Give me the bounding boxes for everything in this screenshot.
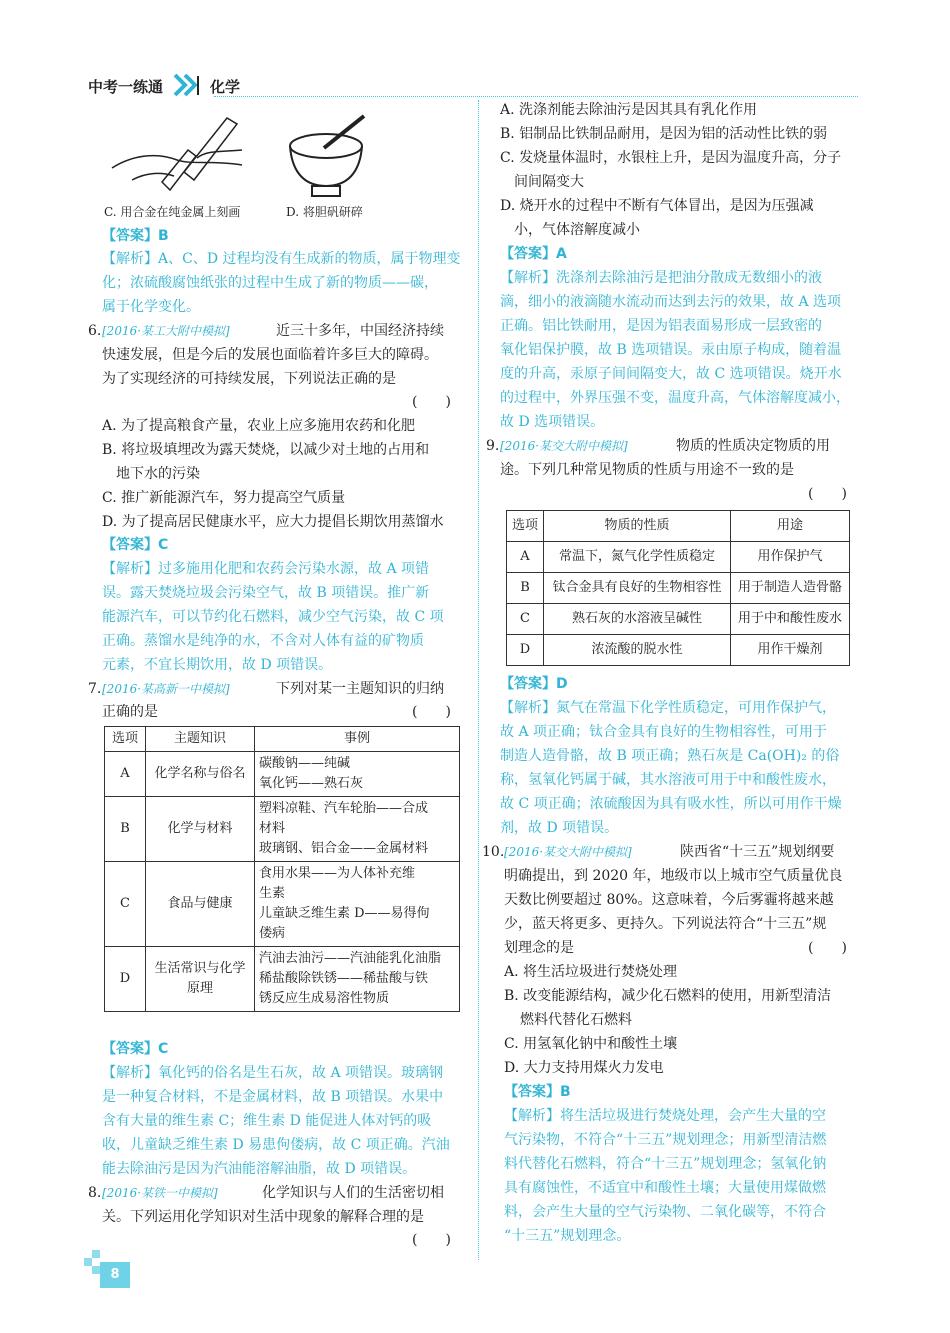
q7-table	[104, 726, 460, 1012]
q9-explanation-line: 故 C 项正确；浓硫酸因为具有吸水性，所以可用作干燥	[500, 796, 842, 812]
q10-explanation-line: 【解析】将生活垃圾进行焚烧处理，会产生大量的空	[504, 1108, 826, 1124]
q10-explanation-line: “十三五”规划理念。	[504, 1228, 631, 1244]
q6-option: D. 为了提高居民健康水平，应大力提倡长期饮用蒸馏水	[102, 514, 444, 530]
q10-answer: 【答案】B	[504, 1084, 571, 1100]
table-cell: 用于制造人造骨骼	[731, 573, 850, 604]
q6-explanation-line: 正确。蒸馏水是纯净的水，不含对人体有益的矿物质	[102, 633, 424, 649]
q6-answer-blank: ( )	[412, 394, 451, 410]
q6-option: A. 为了提高粮食产量，农业上应多施用农药和化肥	[102, 418, 416, 434]
q8-option: C. 发烧量体温时，水银柱上升，是因为温度升高，分子	[500, 150, 842, 166]
q6-stem-line: 为了实现经济的可持续发展，下列说法正确的是	[102, 371, 396, 387]
cell-line: 偻病	[259, 926, 286, 941]
q6-explanation-line: 【解析】过多施用化肥和农药会污染水源，故 A 项错	[102, 561, 430, 577]
table-cell	[255, 862, 460, 947]
q8-option: B. 铝制品比铁制品耐用，是因为铝的活动性比铁的弱	[500, 126, 828, 142]
cell-line: 玻璃钢、铝合金——金属材料	[259, 841, 429, 856]
decor-square	[92, 1266, 100, 1274]
q7-number: 7.	[88, 681, 102, 697]
table-cell: 化学名称与俗名	[146, 752, 255, 797]
cell-line: 氧化钙——熟石灰	[259, 776, 364, 791]
cell-line: 锈反应生成易溶性物质	[259, 991, 390, 1006]
q9-source: [2016·某交大附中模拟]	[500, 439, 628, 453]
cell-line: 碳酸钠——纯碱	[259, 756, 351, 771]
table-cell	[255, 797, 460, 862]
q10-option: D. 大力支持用煤火力发电	[504, 1060, 664, 1076]
table-cell: 生活常识与化学原理	[146, 947, 255, 1012]
q6-explanation-line: 误。露天焚烧垃圾会污染空气，故 B 项错误。推广新	[102, 585, 430, 601]
table-cell: 化学与材料	[146, 797, 255, 862]
q7-answer: 【答案】C	[102, 1041, 169, 1057]
q6-explanation-line: 元素，不宜长期饮用，故 D 项错误。	[102, 657, 333, 673]
table-cell	[255, 947, 460, 1012]
table-row	[507, 542, 850, 573]
table-header: 用途	[731, 511, 850, 542]
cell-line: 食用水果——为人体补充维	[259, 866, 416, 881]
q9-answer-blank: ( )	[808, 486, 847, 502]
table-header: 选项	[105, 727, 146, 752]
table-row	[105, 947, 460, 1012]
table-cell: 用作保护气	[731, 542, 850, 573]
q10-stem-line: 明确提出，到 2020 年，地级市以上城市空气质量优良	[504, 868, 843, 884]
q6-option: 地下水的污染	[116, 466, 200, 482]
table-cell: A	[105, 752, 146, 797]
q9-explanation-line: 剂，故 D 项错误。	[500, 820, 619, 836]
table-row	[507, 573, 850, 604]
q7-answer-blank: ( )	[412, 704, 451, 720]
subject-label: 化学	[210, 78, 241, 96]
q8-stem-line: 关。下列运用化学知识对生活中现象的解释合理的是	[102, 1209, 424, 1225]
table-cell: D	[105, 947, 146, 1012]
page-number: 8	[100, 1262, 130, 1288]
cell-line: 汽油去油污——汽油能乳化油脂	[259, 951, 442, 966]
q10-stem-line: 少，蓝天将更多、更持久。下列说法符合“十三五”规	[504, 916, 827, 932]
q7-explanation-line: 【解析】氧化钙的俗名是生石灰，故 A 项错误。玻璃钢	[102, 1065, 444, 1081]
q6-option: B. 将垃圾填埋改为露天焚烧，以减少对土地的占用和	[102, 442, 430, 458]
q10-stem-line: 划理念的是	[504, 940, 574, 956]
table-cell: B	[105, 797, 146, 862]
q8-explanation-line: 正确。铝比铁耐用，是因为铝表面易形成一层致密的	[500, 318, 822, 334]
cell-line: 生素	[259, 886, 286, 901]
q5-explanation-line: 【解析】A、C、D 过程均没有生成新的物质，属于物理变	[102, 251, 461, 267]
table-cell: 食品与健康	[146, 862, 255, 947]
q6-explanation-line: 能源汽车，可以节约化石燃料，减少空气污染，故 C 项	[102, 609, 444, 625]
table-cell: 钛合金具有良好的生物相容性	[544, 573, 731, 604]
q9-number: 9.	[486, 438, 500, 454]
q10-option: 燃料代替化石燃料	[520, 1012, 632, 1028]
table-cell: C	[507, 604, 544, 635]
q8-explanation-line: 滴，细小的液滴随水流动而达到去污的效果，故 A 选项	[500, 294, 842, 310]
q7-stem-line: 下列对某一主题知识的归纳	[276, 681, 444, 697]
q7-explanation-line: 收，儿童缺乏维生素 D 易患佝偻病，故 C 项正确。汽油	[102, 1137, 450, 1153]
table-row	[105, 752, 460, 797]
q9-explanation-line: 【解析】氮气在常温下化学性质稳定，可用作保护气，	[500, 700, 836, 716]
q10-explanation-line: 料代替化石燃料，符合“十三五”规划理念；氢氧化钠	[504, 1156, 827, 1172]
table-header: 物质的性质	[544, 511, 731, 542]
q9-stem-line: 途。下列几种常见物质的性质与用途不一致的是	[500, 462, 794, 478]
q8-explanation-line: 故 D 选项错误。	[500, 414, 605, 430]
q7-explanation-line: 含有大量的维生素 C；维生素 D 能促进人体对钙的吸	[102, 1113, 432, 1129]
table-row	[507, 635, 850, 666]
q8-option: A. 洗涤剂能去除油污是因其具有乳化作用	[500, 102, 758, 118]
table-header-row	[507, 511, 850, 542]
q9-stem-line: 物质的性质决定物质的用	[676, 438, 830, 454]
q6-answer: 【答案】C	[102, 537, 169, 553]
q6-source: [2016·某工大附中模拟]	[102, 324, 230, 338]
decor-square	[92, 1250, 100, 1258]
table-row	[105, 862, 460, 947]
q7-source: [2016·某高新一中模拟]	[102, 682, 230, 696]
table-header: 事例	[255, 727, 460, 752]
q7-explanation-line: 能去除油污是因为汽油能溶解油脂，故 D 项错误。	[102, 1161, 417, 1177]
table-cell: B	[507, 573, 544, 604]
q9-answer: 【答案】D	[500, 676, 568, 692]
q10-option: A. 将生活垃圾进行焚烧处理	[504, 964, 678, 980]
table-cell: 用于中和酸性废水	[731, 604, 850, 635]
table-cell: A	[507, 542, 544, 573]
cell-line: 儿童缺乏维生素 D——易得佝	[259, 906, 430, 921]
page-header	[86, 76, 858, 98]
q7-explanation-line: 是一种复合材料，不是金属材料，故 B 项错误。水果中	[102, 1089, 444, 1105]
table-header-row	[105, 727, 460, 752]
cell-line: 材料	[259, 821, 286, 836]
q5-explanation-line: 属于化学变化。	[102, 299, 200, 315]
q8-explanation-line: 氧化铝保护膜，故 B 选项错误。汞由原子构成，随着温	[500, 342, 842, 358]
q8-number: 8.	[88, 1185, 102, 1201]
q8-answer: 【答案】A	[500, 246, 567, 262]
q9-explanation-line: 制造人造骨骼，故 B 项正确；熟石灰是 Ca(OH)₂ 的俗	[500, 748, 840, 764]
table-header: 选项	[507, 511, 544, 542]
table-row	[105, 797, 460, 862]
q10-option: C. 用氢氧化钠中和酸性土壤	[504, 1036, 678, 1052]
q10-source: [2016·某交大附中模拟]	[504, 845, 632, 859]
q10-answer-blank: ( )	[808, 940, 847, 956]
table-cell: 用作干燥剂	[731, 635, 850, 666]
decor-square	[84, 1258, 92, 1266]
q6-stem-line: 快速发展，但是今后的发展也面临着许多巨大的障碍。	[102, 347, 438, 363]
q10-explanation-line: 气污染物，不符合“十三五”规划理念；用新型清洁燃	[504, 1132, 827, 1148]
q8-source: [2016·某铁一中模拟]	[102, 1186, 218, 1200]
q8-option: 小，气体溶解度减小	[514, 222, 640, 238]
q8-explanation-line: 【解析】洗涤剂去除油污是把油分散成无数细小的液	[500, 270, 822, 286]
q8-option: D. 烧开水的过程中不断有气体冒出，是因为压强减	[500, 198, 814, 214]
q10-option: B. 改变能源结构，减少化石燃料的使用，用新型清洁	[504, 988, 832, 1004]
q8-answer-blank: ( )	[412, 1232, 451, 1248]
table-cell	[255, 752, 460, 797]
q10-stem-line: 天数比例要超过 80%。这意味着，今后雾霾将越来越	[504, 892, 834, 908]
table-cell: C	[105, 862, 146, 947]
table-cell: 熟石灰的水溶液呈碱性	[544, 604, 731, 635]
q8-stem-line: 化学知识与人们的生活密切相	[262, 1185, 444, 1201]
figure-caption-d: D. 将胆矾研碎	[286, 205, 363, 219]
table-cell: 浓流酸的脱水性	[544, 635, 731, 666]
q5-answer: 【答案】B	[102, 228, 169, 244]
q9-explanation-line: 称，氢氧化钙属于碱，其水溶液可用于中和酸性废水，	[500, 772, 836, 788]
q8-explanation-line: 度的升高，汞原子间间隔变大，故 C 选项错误。烧开水	[500, 366, 842, 382]
column-separator	[478, 100, 479, 1260]
table-cell: D	[507, 635, 544, 666]
figure-caption-c: C. 用合金在纯金属上刻画	[104, 205, 241, 219]
q10-stem-line: 陕西省“十三五”规划纲要	[680, 844, 835, 860]
table-row	[507, 604, 850, 635]
q9-table	[506, 510, 850, 666]
q5-explanation-line: 化；浓硫酸腐蚀纸张的过程中生成了新的物质——碳，	[102, 275, 438, 291]
table-header: 主题知识	[146, 727, 255, 752]
q6-number: 6.	[88, 323, 102, 339]
hand-scratching-metal-figure	[102, 110, 252, 200]
table-cell: 常温下，氮气化学性质稳定	[544, 542, 731, 573]
q10-number: 10.	[482, 844, 505, 860]
q6-option: C. 推广新能源汽车，努力提高空气质量	[102, 490, 346, 506]
book-brand: 中考一练通	[88, 78, 164, 96]
q9-explanation-line: 故 A 项正确；钛合金具有良好的生物相容性，可用于	[500, 724, 828, 740]
q8-explanation-line: 的过程中，外界压强不变，温度升高，气体溶解度减小，	[500, 390, 850, 406]
q10-explanation-line: 料，会产生大量的空气污染物、二氧化碳等，不符合	[504, 1204, 826, 1220]
mortar-and-pestle-figure	[286, 112, 376, 204]
q10-explanation-line: 具有腐蚀性，不适宜中和酸性土壤；大量使用煤做燃	[504, 1180, 826, 1196]
q7-stem-line: 正确的是	[102, 704, 158, 720]
cell-line: 塑料凉鞋、汽车轮胎——合成	[259, 801, 429, 816]
q6-stem-line: 近三十多年，中国经济持续	[276, 323, 444, 339]
cell-line: 稀盐酸除铁锈——稀盐酸与铁	[259, 971, 429, 986]
double-chevron-icon	[172, 72, 202, 98]
header-rule	[214, 96, 858, 97]
q8-option: 间间隔变大	[514, 174, 584, 190]
